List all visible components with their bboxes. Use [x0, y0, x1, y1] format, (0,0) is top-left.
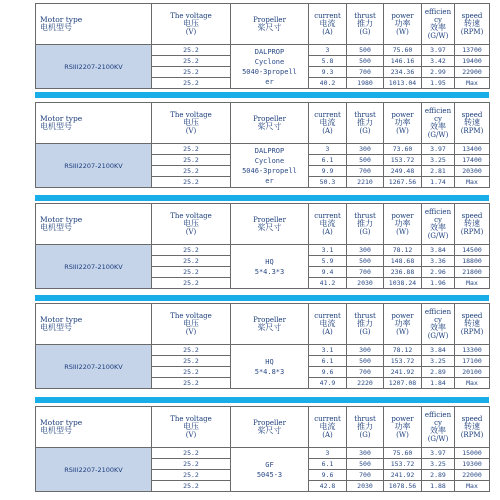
header-power: power 功率 (W) [384, 4, 422, 45]
speed-cell: 21800 [455, 267, 490, 278]
power-cell: 249.48 [384, 166, 422, 177]
speed-cell: 13400 [455, 144, 490, 155]
current-cell: 9.4 [309, 267, 347, 278]
header-power: power 功率 (W) [384, 204, 422, 245]
voltage-cell: 25.2 [152, 267, 231, 278]
motor-model-cell: RSIII2207-2100KV [36, 45, 152, 89]
efficiency-cell: 2.89 [422, 470, 455, 481]
power-cell: 234.36 [384, 67, 422, 78]
propeller-line: 5046-3propell [242, 166, 297, 175]
voltage-cell: 25.2 [152, 470, 231, 481]
propeller-cell [231, 144, 309, 188]
efficiency-cell: 1.74 [422, 177, 455, 188]
voltage-cell: 25.2 [152, 245, 231, 256]
speed-cell: 22000 [455, 470, 490, 481]
efficiency-cell: 2.81 [422, 166, 455, 177]
speed-cell: 13300 [455, 345, 490, 356]
efficiency-cell: 3.36 [422, 256, 455, 267]
header-voltage: The voltage 电压 (V) [152, 304, 231, 345]
voltage-cell: 25.2 [152, 45, 231, 56]
current-cell: 5.8 [309, 56, 347, 67]
header-motor-type: Motor type 电机型号 [36, 103, 152, 144]
power-cell: 1038.24 [384, 278, 422, 289]
current-cell: 6.1 [309, 459, 347, 470]
section-divider [35, 295, 489, 301]
current-cell: 9.3 [309, 67, 347, 78]
power-cell: 1078.56 [384, 481, 422, 492]
header-efficiency: efficien cy 效率 (G/W) [422, 407, 455, 448]
current-cell: 50.3 [309, 177, 347, 188]
header-motor-type: Motor type 电机型号 [36, 407, 152, 448]
header-row [36, 304, 490, 345]
speed-cell: 14500 [455, 245, 490, 256]
power-cell: 1013.04 [384, 78, 422, 89]
power-cell: 1267.56 [384, 177, 422, 188]
thrust-cell: 300 [347, 448, 384, 459]
thrust-cell: 2220 [347, 378, 384, 389]
voltage-cell: 25.2 [152, 78, 231, 89]
thrust-cell: 500 [347, 356, 384, 367]
current-cell: 6.1 [309, 155, 347, 166]
propeller-line: HQ [265, 357, 274, 366]
voltage-cell: 25.2 [152, 378, 231, 389]
current-cell: 40.2 [309, 78, 347, 89]
header-current: current 电流 (A) [309, 304, 347, 345]
power-cell: 241.92 [384, 367, 422, 378]
power-cell: 75.60 [384, 45, 422, 56]
propeller-line: DALPROP [254, 146, 285, 155]
voltage-cell: 25.2 [152, 56, 231, 67]
header-thrust: thrust 推力 (G) [347, 304, 384, 345]
efficiency-cell: 3.25 [422, 155, 455, 166]
current-cell: 6.1 [309, 356, 347, 367]
speed-cell: 13700 [455, 45, 490, 56]
speed-cell: 18800 [455, 256, 490, 267]
voltage-cell: 25.2 [152, 166, 231, 177]
power-cell: 241.92 [384, 470, 422, 481]
efficiency-cell: 2.99 [422, 67, 455, 78]
speed-cell: 17100 [455, 356, 490, 367]
voltage-cell: 25.2 [152, 367, 231, 378]
voltage-cell: 25.2 [152, 278, 231, 289]
header-motor-type: Motor type 电机型号 [36, 204, 152, 245]
header-row [36, 204, 490, 245]
header-motor-type: Motor type 电机型号 [36, 304, 152, 345]
current-cell: 3 [309, 448, 347, 459]
propeller-line: 5045-3 [256, 470, 283, 479]
propeller-line: DALPROP [254, 47, 285, 56]
current-cell: 42.8 [309, 481, 347, 492]
propeller-line: 5*4.3*3 [254, 267, 285, 276]
speed-cell: 20300 [455, 166, 490, 177]
current-cell: 3 [309, 144, 347, 155]
header-propeller: Propeller 桨尺寸 [231, 204, 309, 245]
header-motor-type: Motor type 电机型号 [36, 4, 152, 45]
propeller-line: 5040-3propell [242, 67, 297, 76]
propeller-cell [231, 245, 309, 289]
header-speed: speed 转速 (RPM) [455, 204, 490, 245]
power-cell: 153.72 [384, 155, 422, 166]
power-cell: 146.16 [384, 56, 422, 67]
header-current: current 电流 (A) [309, 204, 347, 245]
speed-cell: Max [455, 378, 490, 389]
propeller-cell [231, 345, 309, 389]
header-row [36, 103, 490, 144]
thrust-cell: 500 [347, 256, 384, 267]
efficiency-cell: 1.96 [422, 278, 455, 289]
table-row [36, 345, 490, 356]
propeller-line: er [265, 77, 274, 86]
thrust-cell: 1980 [347, 78, 384, 89]
header-voltage: The voltage 电压 (V) [152, 407, 231, 448]
speed-cell: 17400 [455, 155, 490, 166]
section-divider [35, 92, 489, 98]
voltage-cell: 25.2 [152, 256, 231, 267]
thrust-cell: 500 [347, 45, 384, 56]
efficiency-cell: 3.97 [422, 45, 455, 56]
motor-model-cell: RSIII2207-2100KV [36, 448, 152, 492]
power-cell: 78.12 [384, 245, 422, 256]
voltage-cell: 25.2 [152, 356, 231, 367]
efficiency-cell: 3.42 [422, 56, 455, 67]
power-cell: 78.12 [384, 345, 422, 356]
efficiency-cell: 3.25 [422, 459, 455, 470]
power-cell: 73.60 [384, 144, 422, 155]
header-voltage: The voltage 电压 (V) [152, 204, 231, 245]
current-cell: 3.1 [309, 345, 347, 356]
speed-cell: 19300 [455, 459, 490, 470]
thrust-cell: 700 [347, 470, 384, 481]
speed-cell: 20100 [455, 367, 490, 378]
header-power: power 功率 (W) [384, 304, 422, 345]
section-divider [35, 397, 489, 403]
header-propeller: Propeller 桨尺寸 [231, 304, 309, 345]
current-cell: 5.9 [309, 256, 347, 267]
motor-test-table [35, 303, 490, 389]
efficiency-cell: 3.84 [422, 345, 455, 356]
current-cell: 41.2 [309, 278, 347, 289]
current-cell: 47.9 [309, 378, 347, 389]
speed-cell: 22900 [455, 67, 490, 78]
efficiency-cell: 1.95 [422, 78, 455, 89]
efficiency-cell: 1.88 [422, 481, 455, 492]
header-power: power 功率 (W) [384, 407, 422, 448]
header-speed: speed 转速 (RPM) [455, 4, 490, 45]
motor-model-cell: RSIII2207-2100KV [36, 345, 152, 389]
table-row [36, 245, 490, 256]
current-cell: 9.6 [309, 367, 347, 378]
power-cell: 153.72 [384, 459, 422, 470]
current-cell: 9.9 [309, 166, 347, 177]
thrust-cell: 2030 [347, 278, 384, 289]
speed-cell: Max [455, 78, 490, 89]
motor-test-table [35, 406, 490, 492]
header-speed: speed 转速 (RPM) [455, 103, 490, 144]
header-efficiency: efficien cy 效率 (G/W) [422, 4, 455, 45]
thrust-cell: 300 [347, 144, 384, 155]
header-current: current 电流 (A) [309, 4, 347, 45]
propeller-line: Cyclone [254, 57, 285, 66]
table-row [36, 45, 490, 56]
header-speed: speed 转速 (RPM) [455, 304, 490, 345]
header-propeller: Propeller 桨尺寸 [231, 103, 309, 144]
thrust-cell: 2210 [347, 177, 384, 188]
voltage-cell: 25.2 [152, 144, 231, 155]
thrust-cell: 500 [347, 56, 384, 67]
thrust-cell: 300 [347, 245, 384, 256]
header-current: current 电流 (A) [309, 407, 347, 448]
efficiency-cell: 3.97 [422, 448, 455, 459]
motor-test-table [35, 102, 490, 188]
header-voltage: The voltage 电压 (V) [152, 4, 231, 45]
header-speed: speed 转速 (RPM) [455, 407, 490, 448]
header-power: power 功率 (W) [384, 103, 422, 144]
speed-cell: 15000 [455, 448, 490, 459]
table-row [36, 144, 490, 155]
table-row [36, 448, 490, 459]
efficiency-cell: 3.25 [422, 356, 455, 367]
header-efficiency: efficien cy 效率 (G/W) [422, 304, 455, 345]
header-current: current 电流 (A) [309, 103, 347, 144]
thrust-cell: 300 [347, 345, 384, 356]
efficiency-cell: 2.89 [422, 367, 455, 378]
voltage-cell: 25.2 [152, 345, 231, 356]
propeller-line: HQ [265, 257, 274, 266]
header-row [36, 4, 490, 45]
speed-cell: 19400 [455, 56, 490, 67]
thrust-cell: 2030 [347, 481, 384, 492]
propeller-line: 5*4.8*3 [254, 367, 285, 376]
voltage-cell: 25.2 [152, 448, 231, 459]
speed-cell: Max [455, 278, 490, 289]
power-cell: 1207.08 [384, 378, 422, 389]
motor-test-table [35, 203, 490, 289]
header-propeller: Propeller 桨尺寸 [231, 407, 309, 448]
voltage-cell: 25.2 [152, 177, 231, 188]
thrust-cell: 500 [347, 155, 384, 166]
efficiency-cell: 1.84 [422, 378, 455, 389]
power-cell: 75.60 [384, 448, 422, 459]
propeller-line: er [265, 176, 274, 185]
current-cell: 3 [309, 45, 347, 56]
propeller-line: Cyclone [254, 156, 285, 165]
propeller-cell [231, 448, 309, 492]
voltage-cell: 25.2 [152, 155, 231, 166]
power-cell: 148.68 [384, 256, 422, 267]
thrust-cell: 700 [347, 267, 384, 278]
header-thrust: thrust 推力 (G) [347, 103, 384, 144]
motor-test-table [35, 3, 490, 89]
section-divider [35, 195, 489, 201]
current-cell: 9.6 [309, 470, 347, 481]
motor-model-cell: RSIII2207-2100KV [36, 245, 152, 289]
header-voltage: The voltage 电压 (V) [152, 103, 231, 144]
header-propeller: Propeller 桨尺寸 [231, 4, 309, 45]
thrust-cell: 700 [347, 367, 384, 378]
voltage-cell: 25.2 [152, 459, 231, 470]
speed-cell: Max [455, 481, 490, 492]
header-efficiency: efficien cy 效率 (G/W) [422, 204, 455, 245]
efficiency-cell: 3.97 [422, 144, 455, 155]
motor-model-cell: RSIII2207-2100KV [36, 144, 152, 188]
efficiency-cell: 2.96 [422, 267, 455, 278]
propeller-cell [231, 45, 309, 89]
current-cell: 3.1 [309, 245, 347, 256]
header-row [36, 407, 490, 448]
power-cell: 153.72 [384, 356, 422, 367]
voltage-cell: 25.2 [152, 481, 231, 492]
header-thrust: thrust 推力 (G) [347, 4, 384, 45]
header-efficiency: efficien cy 效率 (G/W) [422, 103, 455, 144]
thrust-cell: 500 [347, 459, 384, 470]
efficiency-cell: 3.84 [422, 245, 455, 256]
header-thrust: thrust 推力 (G) [347, 407, 384, 448]
thrust-cell: 700 [347, 67, 384, 78]
power-cell: 236.88 [384, 267, 422, 278]
thrust-cell: 700 [347, 166, 384, 177]
voltage-cell: 25.2 [152, 67, 231, 78]
speed-cell: Max [455, 177, 490, 188]
propeller-line: GF [265, 460, 274, 469]
header-thrust: thrust 推力 (G) [347, 204, 384, 245]
